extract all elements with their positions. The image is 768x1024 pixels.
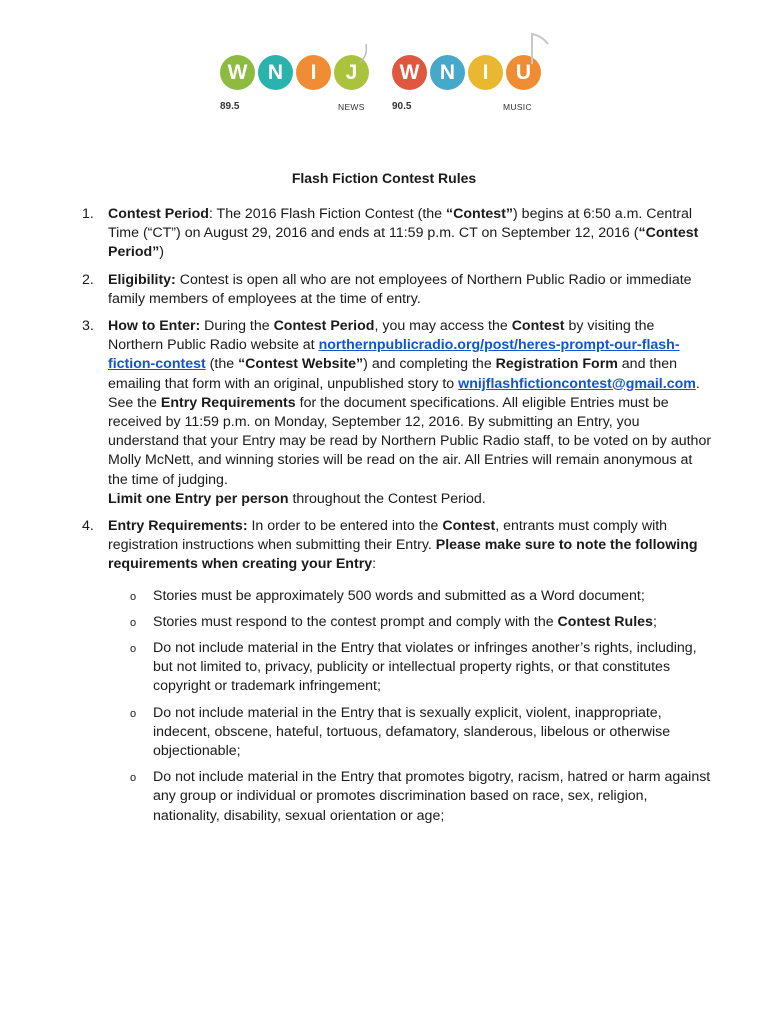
- rule-bold: “Contest Period”: [108, 225, 699, 261]
- logo-letter-w2: W: [392, 55, 427, 90]
- rule-text: During the: [200, 318, 274, 335]
- rule-number: 3.: [82, 318, 94, 335]
- requirement-item: [108, 639, 712, 697]
- rule-heading: Contest Period: [108, 206, 209, 222]
- rule-text: Contest is open all who are not employees of Northern Public Radio or immediate family members of employees at the time of entry.: [108, 271, 692, 307]
- rule-text: . See the: [108, 375, 700, 411]
- requirement-item: [108, 704, 712, 762]
- logo-letter-n1: N: [258, 55, 293, 90]
- rule-number: 1.: [82, 206, 94, 222]
- rule-heading: How to Enter:: [108, 318, 201, 335]
- rules-list: [82, 205, 712, 834]
- rule-item-entry-requirements: [82, 517, 712, 826]
- rule-heading: Entry Requirements:: [108, 518, 248, 535]
- contest-website-link[interactable]: northernpublicradio.org/post/heres-prompt-our-flash-fiction-contest: [108, 337, 680, 373]
- bullet-icon: o: [130, 643, 137, 656]
- rule-bold: Contest Period: [273, 318, 375, 335]
- right-frequency: 90.5: [392, 101, 412, 112]
- rule-text: throughout the Contest Period.: [288, 490, 486, 507]
- requirement-bold: Contest Rules: [557, 613, 653, 630]
- requirements-sublist: [108, 587, 712, 826]
- rule-bold: Limit one Entry per person: [108, 490, 289, 507]
- logo-letter-i2: I: [468, 55, 503, 90]
- requirement-text: Stories must respond to the contest prompt and comply with the: [153, 613, 558, 630]
- requirement-text: Do not include material in the Entry that promotes bigotry, racism, hatred or harm against any group or individual or promotes discrimination based on race, sex, religion, nationality, disability, sexual orientation or age;: [153, 769, 711, 824]
- music-note-icon: [528, 30, 554, 66]
- bullet-icon: o: [130, 707, 137, 720]
- requirement-text: Stories must be approximately 500 words and submitted as a Word document;: [153, 587, 645, 604]
- requirement-text: Do not include material in the Entry that is sexually explicit, violent, inappropriate, indecent, obscene, hateful, tortuous, defamatory, slanderous, libelous or otherwise objectionable;: [153, 704, 671, 760]
- bullet-icon: o: [130, 772, 137, 785]
- speech-tail-icon: [358, 42, 372, 64]
- logo-letter-i1: I: [296, 55, 331, 90]
- left-frequency: 89.5: [220, 101, 240, 112]
- rule-text: for the document specifications. All eligible Entries must be received by 11:59 p.m. on Monday, September 12, 2016. By submitting an Entry, you understand that your Entry may be read by Northern Public Radio staff, to be voted on by author Molly McNett, and winning stories will be read on the air. All Entries will remain anonymous at the time of judging.: [108, 394, 712, 488]
- contest-email-link[interactable]: wnijflashfictioncontest@gmail.com: [458, 375, 696, 392]
- bullet-icon: o: [130, 616, 137, 629]
- rule-text: In order to be entered into the: [247, 518, 443, 535]
- rule-text: , you may access the: [374, 318, 512, 335]
- requirement-item: [108, 613, 712, 632]
- rule-text: : The 2016 Flash Fiction Contest (the: [208, 206, 447, 222]
- requirement-item: [108, 768, 712, 826]
- bullet-icon: o: [130, 590, 137, 603]
- document-title: Flash Fiction Contest Rules: [291, 170, 477, 186]
- rule-bold: Please make sure to note the following requirements when creating your Entry: [108, 537, 698, 573]
- rule-bold: Contest: [511, 318, 565, 335]
- rule-text: ) begins at 6:50 a.m. Central Time (“CT”) on August 29, 2016 and ends at 11:59 p.m. CT on September 12, 2016 (: [108, 206, 693, 242]
- logo-letter-j: J: [334, 55, 369, 90]
- rule-heading: Eligibility:: [108, 271, 176, 288]
- rule-bold: Contest: [442, 518, 496, 535]
- rule-bold: Registration Form: [495, 356, 618, 373]
- entry-limit-line: [108, 490, 712, 509]
- rule-item-eligibility: [82, 271, 712, 309]
- rule-item-how-to-enter: [82, 317, 712, 509]
- logo-letter-n2: N: [430, 55, 465, 90]
- rule-text: :: [372, 556, 377, 573]
- requirement-text: Do not include material in the Entry that violates or infringes another’s rights, including, but not limited to, privacy, publicity or intellectual property rights, or that constitutes copyright or trademark infringement;: [153, 640, 697, 695]
- station-logo: [210, 30, 560, 120]
- rule-text: , entrants must comply with registration instructions when submitting their Entry.: [108, 518, 668, 554]
- right-tag: MUSIC: [503, 102, 532, 112]
- rule-text: and then emailing that form with an original, unpublished story to: [108, 356, 678, 392]
- rule-text: by visiting the Northern Public Radio website at: [108, 318, 655, 354]
- rule-number: 2.: [82, 271, 94, 288]
- rule-number: 4.: [82, 518, 94, 535]
- rule-text: ): [159, 244, 164, 261]
- rule-bold: Entry Requirements: [160, 394, 296, 411]
- requirement-item: [108, 587, 712, 606]
- rule-bold: “Contest”: [446, 206, 514, 222]
- left-tag: NEWS: [338, 102, 365, 112]
- rule-text: (the: [205, 356, 239, 373]
- logo-letter-u: U: [506, 55, 541, 90]
- requirement-text: ;: [652, 613, 657, 630]
- rule-bold: “Contest Website”: [238, 356, 364, 373]
- rule-item-contest-period: [82, 205, 712, 263]
- rule-text: ) and completing the: [363, 356, 496, 373]
- logo-letter-w1: W: [220, 55, 255, 90]
